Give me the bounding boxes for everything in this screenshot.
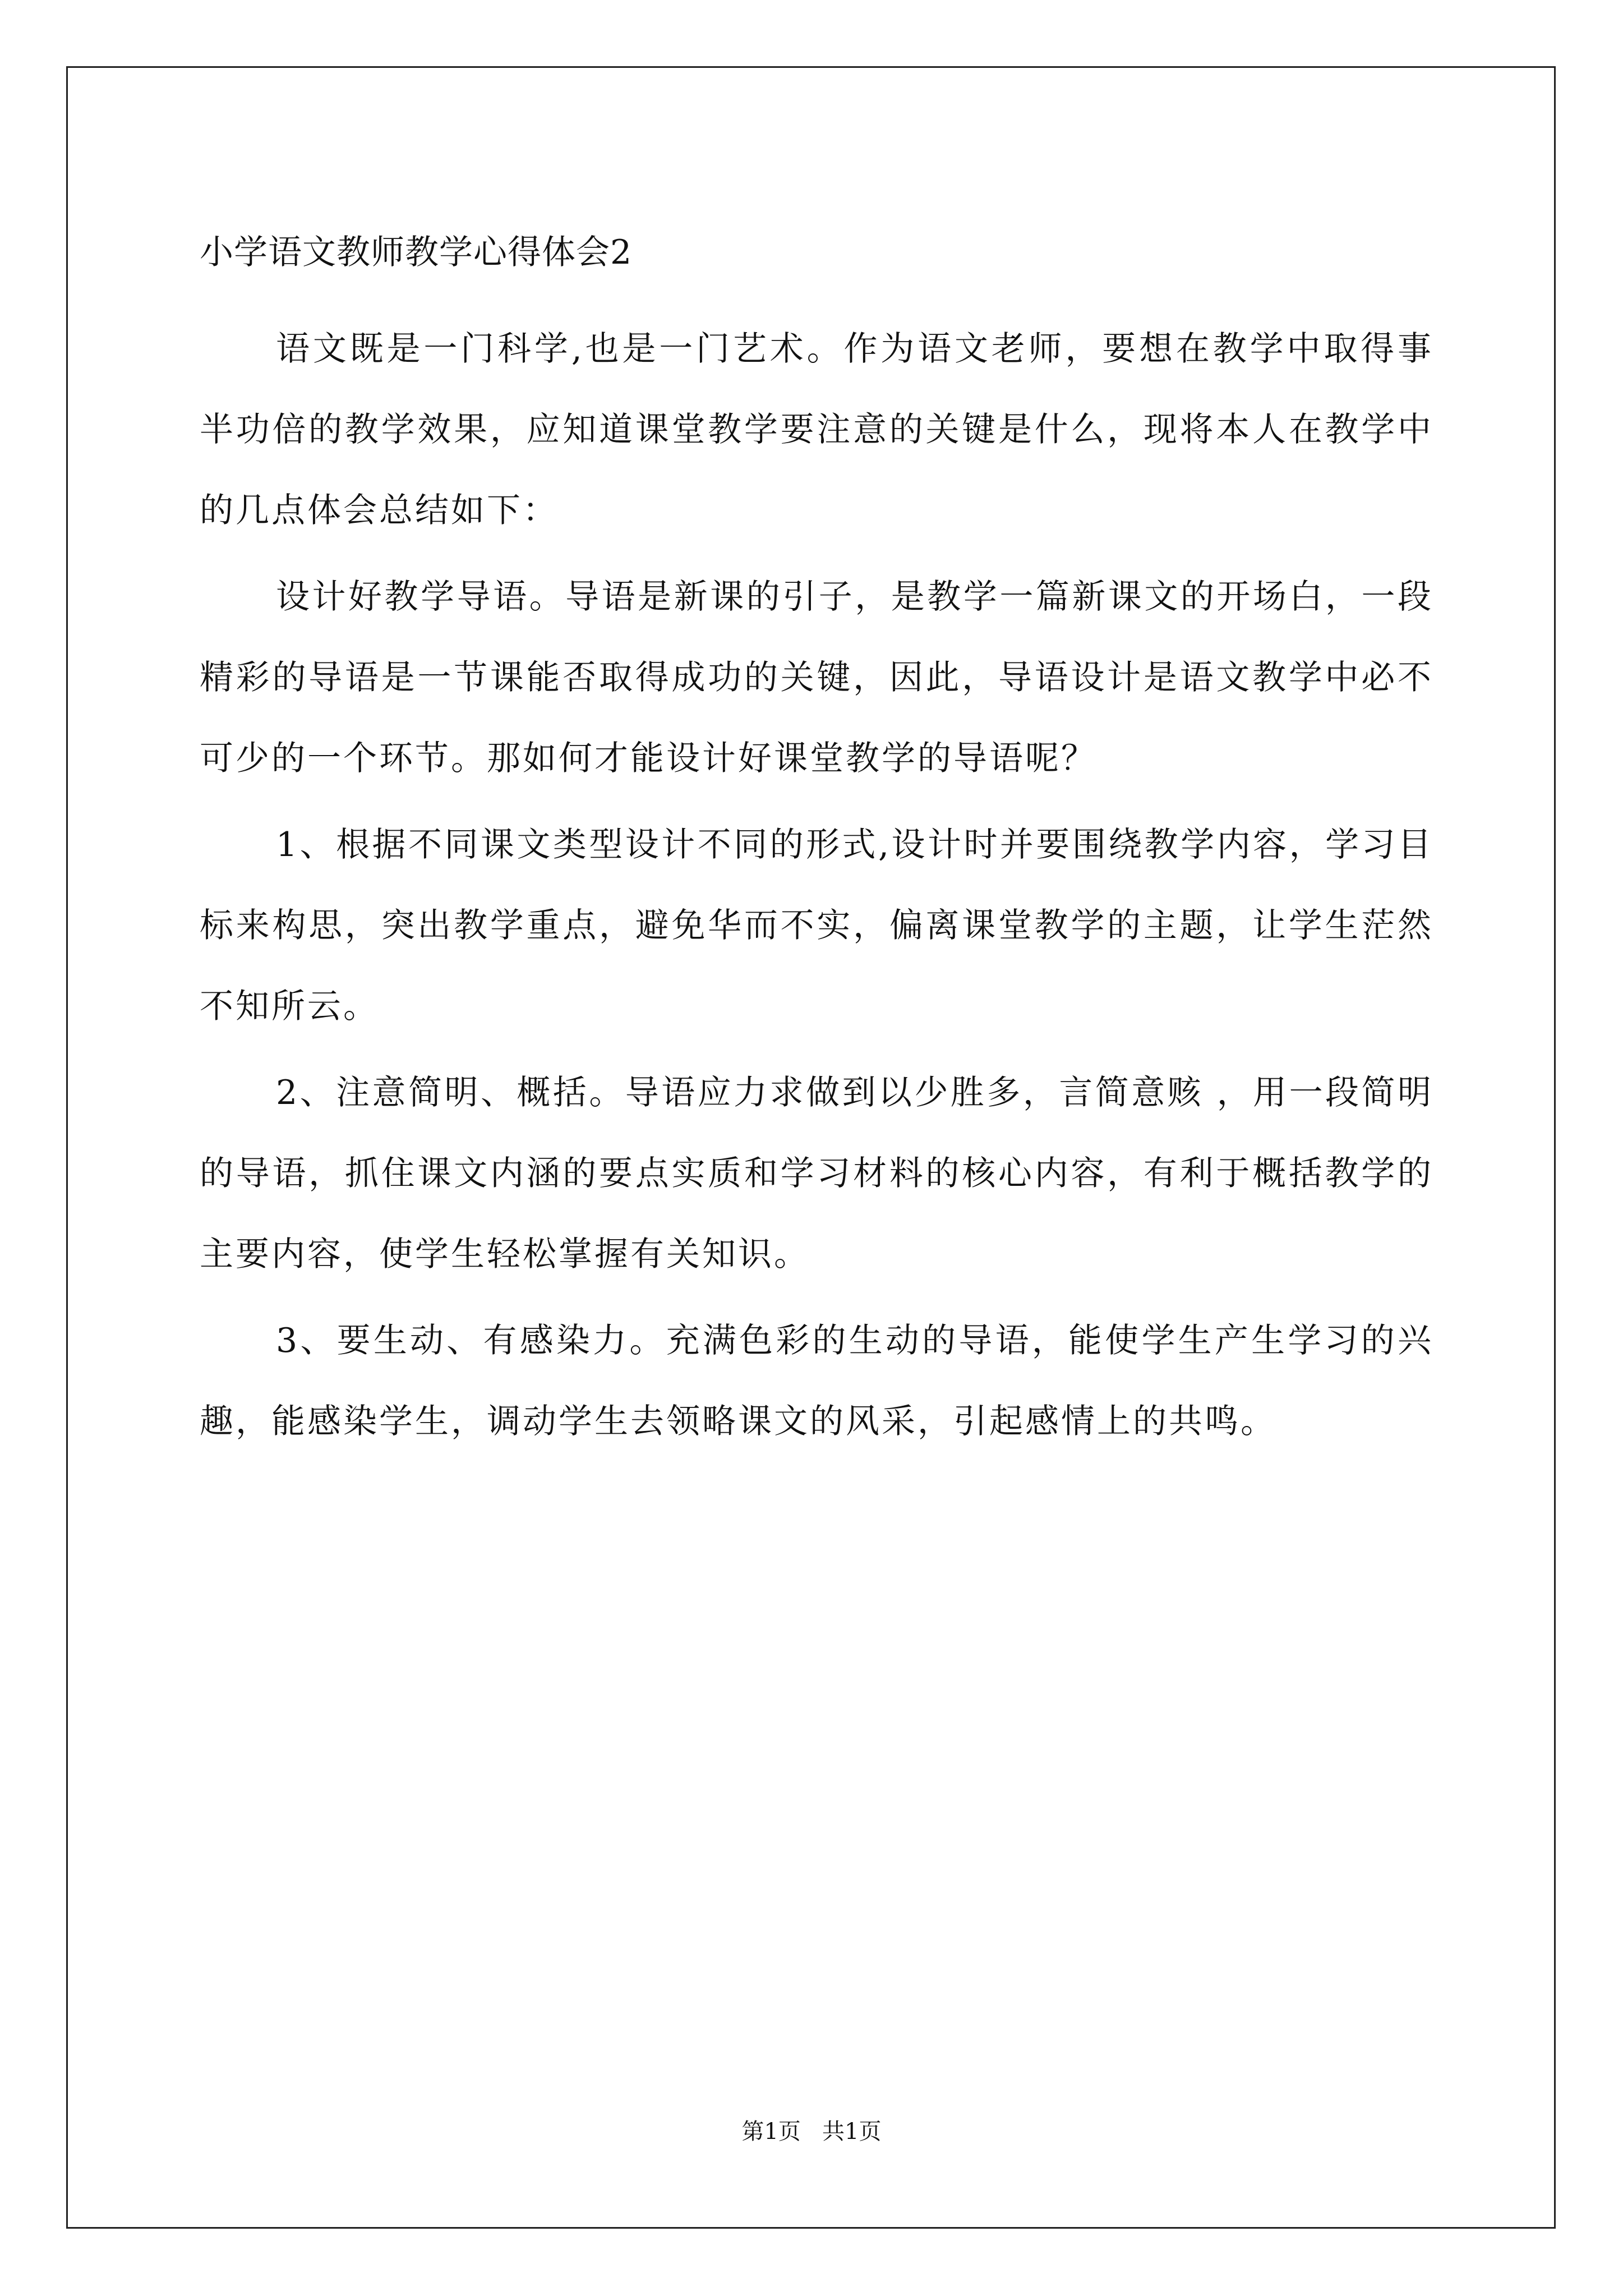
paragraph-point-3: 3、要生动、有感染力。充满色彩的生动的导语，能使学生产生学习的兴趣，能感染学生，调动学生去领略课文的风采，引起感情上的共鸣。 [200,1321,1433,1441]
paragraph-intro: 语文既是一门科学,也是一门艺术。作为语文老师，要想在教学中取得事半功倍的教学效果，应知道课堂教学要注意的关键是什么，现将本人在教学中的几点体会总结如下： [200,329,1433,530]
document-title: 小学语文教师教学心得体会2 [200,233,633,272]
paragraph-design-intro: 设计好教学导语。导语是新课的引子，是教学一篇新课文的开场白，一段精彩的导语是一节课能否取得成功的关键，因此，导语设计是语文教学中必不可少的一个环节。那如何才能设计好课堂教学的导语呢？ [200,577,1433,778]
paragraph-point-2: 2、注意简明、概括。导语应力求做到以少胜多，言简意赅 ，用一段简明的导语，抓住课文内涵的要点实质和学习材料的核心内容，有利于概括教学的主要内容，使学生轻松掌握有关知识。 [200,1073,1433,1274]
document-body [200,208,1433,1467]
paragraph-point-1: 1、根据不同课文类型设计不同的形式,设计时并要围绕教学内容，学习目标来构思，突出教学重点，避免华而不实，偏离课堂教学的主题，让学生茫然不知所云。 [200,825,1433,1026]
page-number-footer: 第1页 共1页 [741,2119,882,2145]
